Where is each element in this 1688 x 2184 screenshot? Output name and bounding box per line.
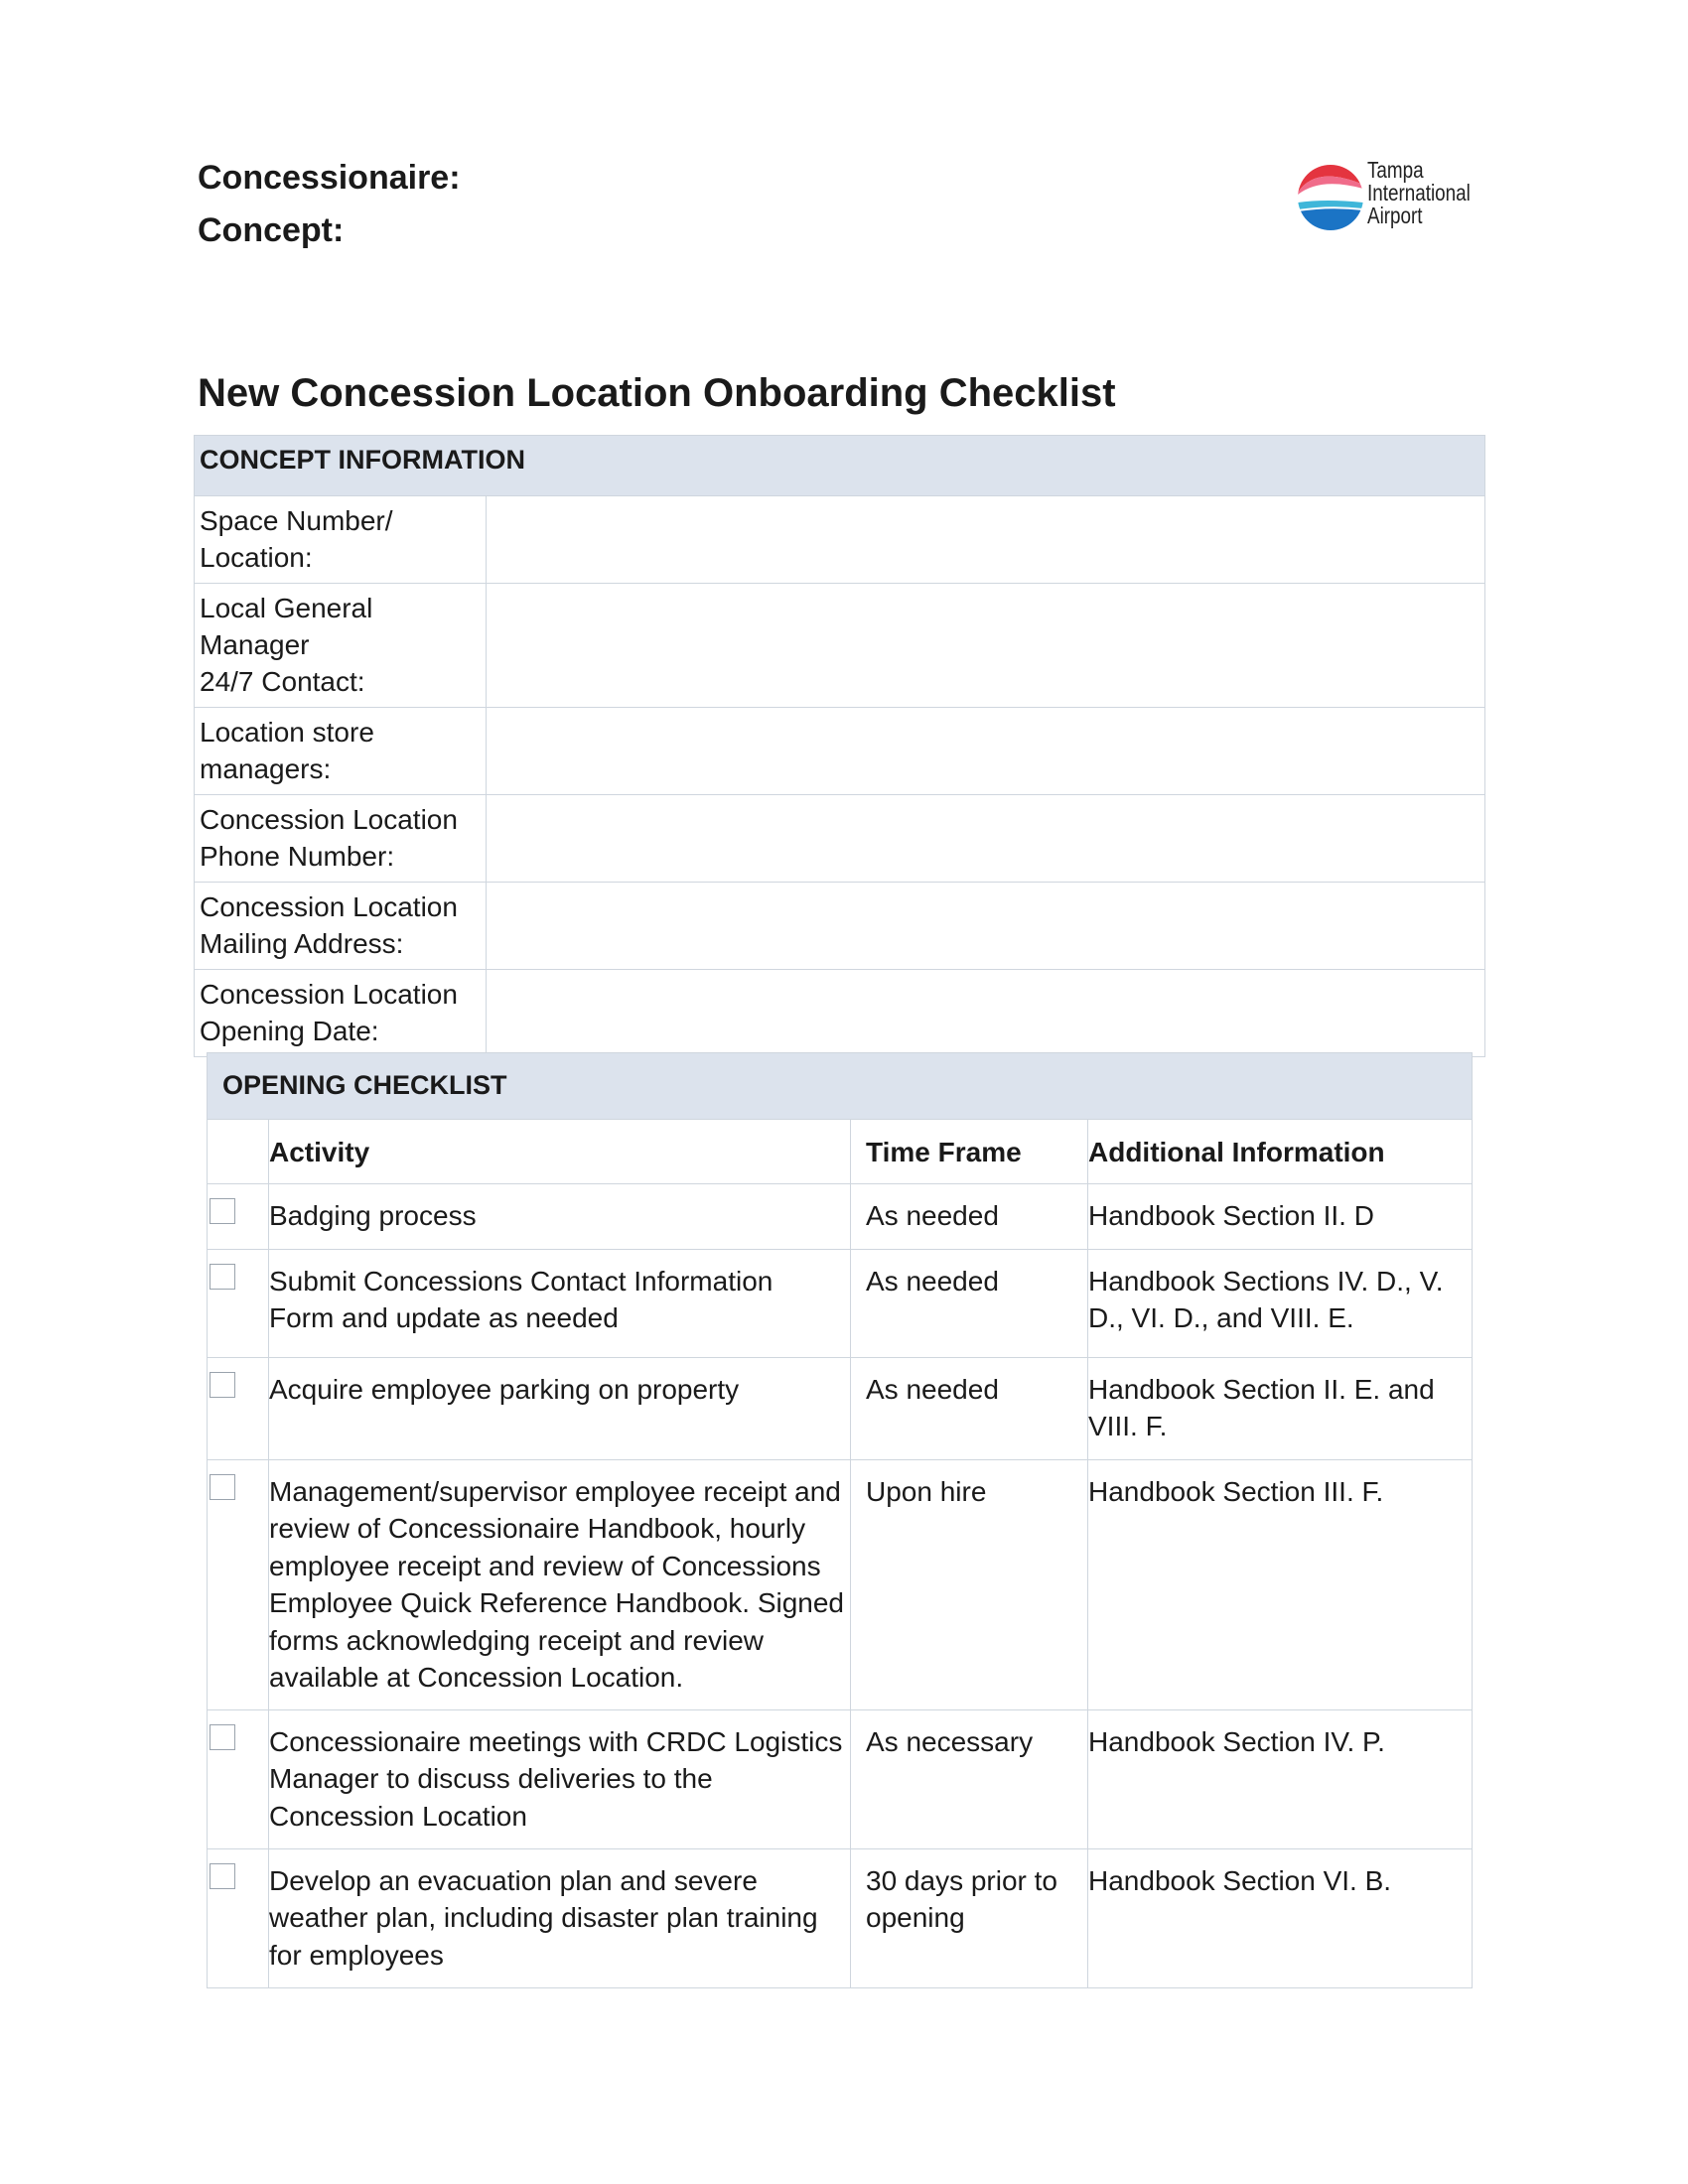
label-line: Location store (200, 717, 374, 748)
label-line: Space Number/ (200, 505, 393, 536)
activity-cell: Acquire employee parking on property (269, 1357, 851, 1459)
label-line: 24/7 Contact: (200, 666, 365, 697)
concept-row-opening-date (195, 970, 1485, 1057)
activity-cell: Concessionaire meetings with CRDC Logistics Manager to discuss deliveries to the Concession Location (269, 1709, 851, 1848)
store-managers-value-field[interactable] (487, 708, 1485, 795)
activity-cell: Submit Concessions Contact Information Form and update as needed (269, 1249, 851, 1357)
opening-checklist-heading: OPENING CHECKLIST (208, 1053, 1473, 1120)
checklist-header-row (208, 1120, 1473, 1184)
concept-row-store-managers (195, 708, 1485, 795)
activity-cell: Badging process (269, 1183, 851, 1249)
concessionaire-label: Concessionaire: (198, 159, 461, 197)
time-frame-cell: 30 days prior to opening (851, 1848, 1088, 1987)
crdc-meeting-checkbox[interactable] (210, 1724, 235, 1750)
mailing-address-value-field[interactable] (487, 883, 1485, 970)
checklist-row (208, 1848, 1473, 1987)
concept-row-mailing-address (195, 883, 1485, 970)
concept-row-label (195, 496, 487, 584)
label-line: Local General Manager (200, 593, 373, 660)
contact-form-checkbox[interactable] (210, 1264, 235, 1290)
additional-info-cell: Handbook Section III. F. (1088, 1459, 1473, 1709)
airport-logo-wordmark (1367, 159, 1471, 227)
space-number-value-field[interactable] (487, 496, 1485, 584)
label-line: Opening Date: (200, 1016, 379, 1046)
additional-info-cell: Handbook Section II. D (1088, 1183, 1473, 1249)
additional-info-cell: Handbook Section VI. B. (1088, 1848, 1473, 1987)
label-line: Location: (200, 542, 313, 573)
opening-date-value-field[interactable] (487, 970, 1485, 1057)
checkbox-cell (208, 1249, 269, 1357)
parking-checkbox[interactable] (210, 1372, 235, 1398)
activity-cell: Develop an evacuation plan and severe weather plan, including disaster plan training for employees (269, 1848, 851, 1987)
concept-row-label (195, 584, 487, 708)
checklist-row (208, 1709, 1473, 1848)
checklist-row (208, 1183, 1473, 1249)
airport-logo (1296, 159, 1484, 238)
concept-row-label (195, 795, 487, 883)
handbook-review-checkbox[interactable] (210, 1474, 235, 1500)
airport-logo-icon (1296, 163, 1365, 232)
time-frame-cell: Upon hire (851, 1459, 1088, 1709)
time-frame-cell: As needed (851, 1183, 1088, 1249)
label-line: Concession Location (200, 979, 458, 1010)
additional-info-cell: Handbook Section IV. P. (1088, 1709, 1473, 1848)
checklist-row (208, 1357, 1473, 1459)
checklist-row (208, 1459, 1473, 1709)
concept-row-label (195, 970, 487, 1057)
label-line: Concession Location (200, 891, 458, 922)
concept-row-label (195, 708, 487, 795)
checkbox-cell (208, 1183, 269, 1249)
concept-row-label (195, 883, 487, 970)
badging-checkbox[interactable] (210, 1198, 235, 1224)
checkbox-cell (208, 1709, 269, 1848)
checklist-row (208, 1249, 1473, 1357)
label-line: Mailing Address: (200, 928, 404, 959)
evacuation-plan-checkbox[interactable] (210, 1863, 235, 1889)
additional-info-cell: Handbook Section II. E. and VIII. F. (1088, 1357, 1473, 1459)
time-frame-cell: As needed (851, 1249, 1088, 1357)
concept-row-phone-number (195, 795, 1485, 883)
concept-row-space-number (195, 496, 1485, 584)
checkbox-cell (208, 1357, 269, 1459)
concept-information-table (194, 435, 1485, 1057)
time-frame-column-header: Time Frame (851, 1120, 1088, 1184)
logo-line-airport: Airport (1367, 203, 1423, 228)
concept-label: Concept: (198, 211, 345, 249)
label-line: managers: (200, 753, 332, 784)
label-line: Concession Location (200, 804, 458, 835)
phone-number-value-field[interactable] (487, 795, 1485, 883)
checkbox-cell (208, 1848, 269, 1987)
logo-line-international: International (1367, 180, 1471, 205)
general-manager-value-field[interactable] (487, 584, 1485, 708)
checkbox-cell (208, 1459, 269, 1709)
time-frame-cell: As necessary (851, 1709, 1088, 1848)
opening-checklist-table (207, 1052, 1473, 1988)
activity-cell: Management/supervisor employee receipt and review of Concessionaire Handbook, hourly employee receipt and review of Concessions Employee Quick Reference Handbook. Signed forms acknowledging receipt and review available at Concession Location. (269, 1459, 851, 1709)
additional-info-column-header: Additional Information (1088, 1120, 1473, 1184)
label-line: Phone Number: (200, 841, 395, 872)
activity-column-header: Activity (269, 1120, 851, 1184)
concept-information-heading: CONCEPT INFORMATION (195, 436, 1485, 496)
logo-line-tampa: Tampa (1367, 157, 1424, 183)
document-title: New Concession Location Onboarding Checklist (198, 371, 1116, 415)
time-frame-cell: As needed (851, 1357, 1088, 1459)
additional-info-cell: Handbook Sections IV. D., V. D., VI. D., and VIII. E. (1088, 1249, 1473, 1357)
checkbox-column-header (208, 1120, 269, 1184)
concept-row-general-manager (195, 584, 1485, 708)
